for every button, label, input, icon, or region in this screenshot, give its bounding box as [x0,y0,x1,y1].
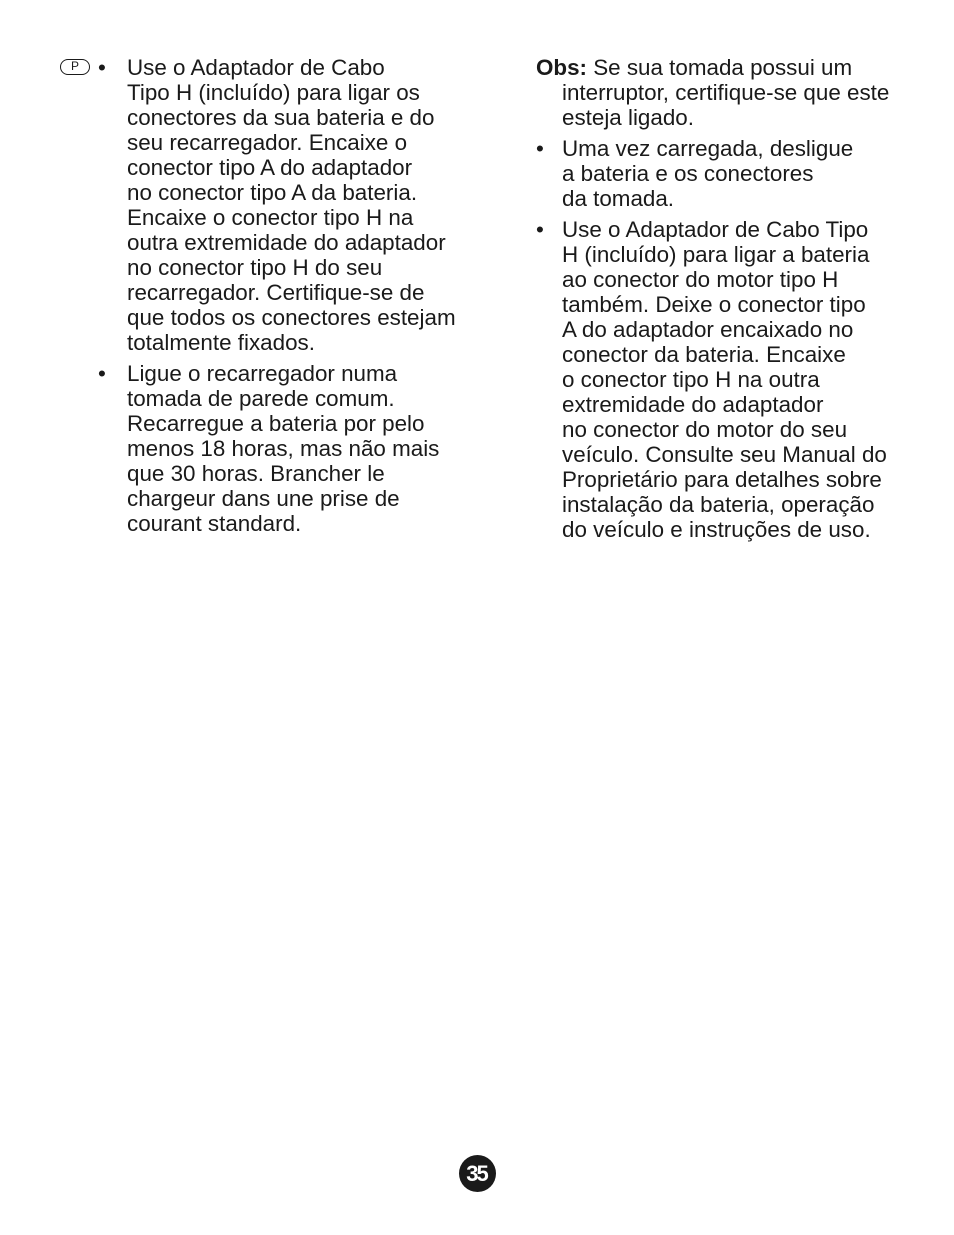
text-line: no conector do motor do seu [562,417,848,442]
text-line: no conector tipo A da bateria. [127,180,418,205]
text-line: conectores da sua bateria e do [127,105,435,130]
text-line: Use o Adaptador de Cabo [127,55,385,80]
text-line: veículo. Consulte seu Manual do [562,442,887,467]
text-line: outra extremidade do adaptador [127,230,446,255]
text-line: chargeur dans une prise de [127,486,400,511]
text-line: no conector tipo H do seu [127,255,383,280]
text-line: courant standard. [127,511,302,536]
text-line: tomada de parede comum. [127,386,395,411]
text-line: conector da bateria. Encaixe [562,342,846,367]
text-line: a bateria e os conectores [562,161,814,186]
right-bullet-list [536,136,916,542]
note-text: Se sua tomada possui um [587,55,853,80]
text-line: Proprietário para detalhes sobre [562,467,882,492]
portuguese-language-badge: P [60,59,90,75]
text-line: Recarregue a bateria por pelo [127,411,425,436]
bullet-item-connect-motor [536,217,916,542]
text-line: Uma vez carregada, desligue [562,136,854,161]
note-label: Obs: [536,55,588,80]
note-text: interruptor, certifique-se que este [562,80,890,105]
text-line: ao conector do motor tipo H [562,267,839,292]
bullet-icon: • [98,361,106,386]
text-line: recarregador. Certifique-se de [127,280,425,305]
text-line: H (incluído) para ligar a bateria [562,242,870,267]
note-text: esteja ligado. [562,105,694,130]
bullet-item-connect-charger [98,55,470,355]
right-column [536,55,916,548]
text-line: instalação da bateria, operação [562,492,875,517]
text-line: também. Deixe o conector tipo [562,292,866,317]
bullet-icon: • [536,217,544,242]
page-number-badge: 35 [459,1155,496,1192]
text-line: que 30 horas. Brancher le [127,461,385,486]
text-line: Use o Adaptador de Cabo Tipo [562,217,869,242]
text-line: do veículo e instruções de uso. [562,517,871,542]
text-line: Ligue o recarregador numa [127,361,398,386]
note-paragraph [536,55,916,130]
bullet-item-recharge [98,361,470,536]
text-line: menos 18 horas, mas não mais [127,436,440,461]
text-line: Tipo H (incluído) para ligar os [127,80,420,105]
text-line: seu recarregador. Encaixe o [127,130,408,155]
bullet-icon: • [536,136,544,161]
left-column [60,55,470,542]
left-bullet-list [60,55,470,536]
bullet-item-disconnect [536,136,916,211]
text-line: totalmente fixados. [127,330,315,355]
text-line: conector tipo A do adaptador [127,155,413,180]
text-line: da tomada. [562,186,675,211]
text-line: o conector tipo H na outra [562,367,820,392]
text-line: que todos os conectores estejam [127,305,456,330]
text-line: A do adaptador encaixado no [562,317,854,342]
bullet-icon: • [98,55,106,80]
text-line: Encaixe o conector tipo H na [127,205,414,230]
text-line: extremidade do adaptador [562,392,824,417]
